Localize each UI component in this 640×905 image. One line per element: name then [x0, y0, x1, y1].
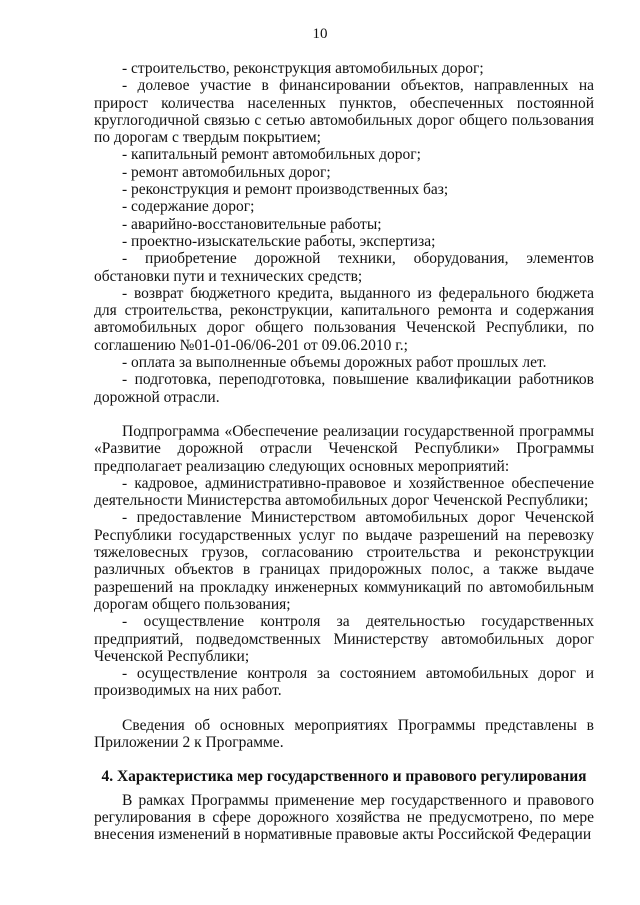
list-item: - капитальный ремонт автомобильных дорог; [122, 146, 421, 164]
list-item: - подготовка, переподготовка, повышение квалификации работников дорожной отрасли. [94, 371, 594, 406]
section-paragraph: В рамках Программы применение мер государственного и правового регулирования в сфере дорожного хозяйства не предусмотрено, по мере внесения изменений в нормативные правовые акты Российской Федерации [94, 791, 594, 844]
list-item: - содержание дорог; [122, 198, 255, 216]
activities-list [94, 60, 594, 406]
list-item: - возврат бюджетного кредита, выданного из федерального бюджета для строительства, реконструкции, капитального ремонта и содержания автомобильных дорог общего пользования Чеченской Республики, по соглашению №01-01-06/06-201 от 09.06.2010 г.; [94, 284, 594, 354]
list-item: - приобретение дорожной техники, оборудования, элементов обстановки пути и технических средств; [94, 250, 594, 285]
subprogram-activities-list [94, 475, 594, 700]
list-item: - ремонт автомобильных дорог; [122, 163, 331, 181]
section-heading: 4. Характеристика мер государственного и правового регулирования [101, 768, 587, 786]
list-item: - осуществление контроля за состоянием автомобильных дорог и производимых на них работ. [94, 665, 594, 700]
list-item: - кадровое, административно-правовое и хозяйственное обеспечение деятельности Министерства автомобильных дорог Чеченской Республики; [94, 474, 594, 510]
list-item: - строительство, реконструкция автомобильных дорог; [122, 60, 484, 77]
list-item: - аварийно-восстановительные работы; [122, 215, 382, 233]
list-item: - осуществление контроля за деятельностью государственных предприятий, подведомственных Министерству автомобильных дорог Чеченской Республики; [94, 613, 594, 665]
list-item: - долевое участие в финансировании объектов, направленных на прирост количества населенных пунктов, обеспеченных постоянной круглогодичной связью с сетью автомобильных дорог общего пользования по дорогам с твердым покрытием; [94, 77, 594, 147]
document-body [94, 60, 594, 843]
appendix-note-paragraph: Сведения об основных мероприятиях Программы представлены в Приложении 2 к Программе. [94, 716, 594, 751]
list-item: - предоставление Министерством автомобильных дорог Чеченской Республики государственных услуг по выдаче разрешений на перевозку тяжеловесных грузов, согласованию строительства и реконструкции различных объектов в границах придорожных полос, а также выдаче разрешений на прокладку инженерных коммуникаций по автомобильным дорогам общего пользования; [94, 509, 594, 613]
list-item: - оплата за выполненные объемы дорожных работ прошлых лет. [122, 354, 547, 372]
list-item: - реконструкция и ремонт производственных баз; [122, 181, 449, 199]
list-item: - проектно-изыскательские работы, экспертиза; [122, 232, 436, 250]
page-number: 10 [312, 26, 328, 42]
subprogram-intro-paragraph: Подпрограмма «Обеспечение реализации государственной программы «Развитие дорожной отрасли Чеченской Республики» Программы предполагает реализацию следующих основных мероприятий: [94, 422, 594, 475]
